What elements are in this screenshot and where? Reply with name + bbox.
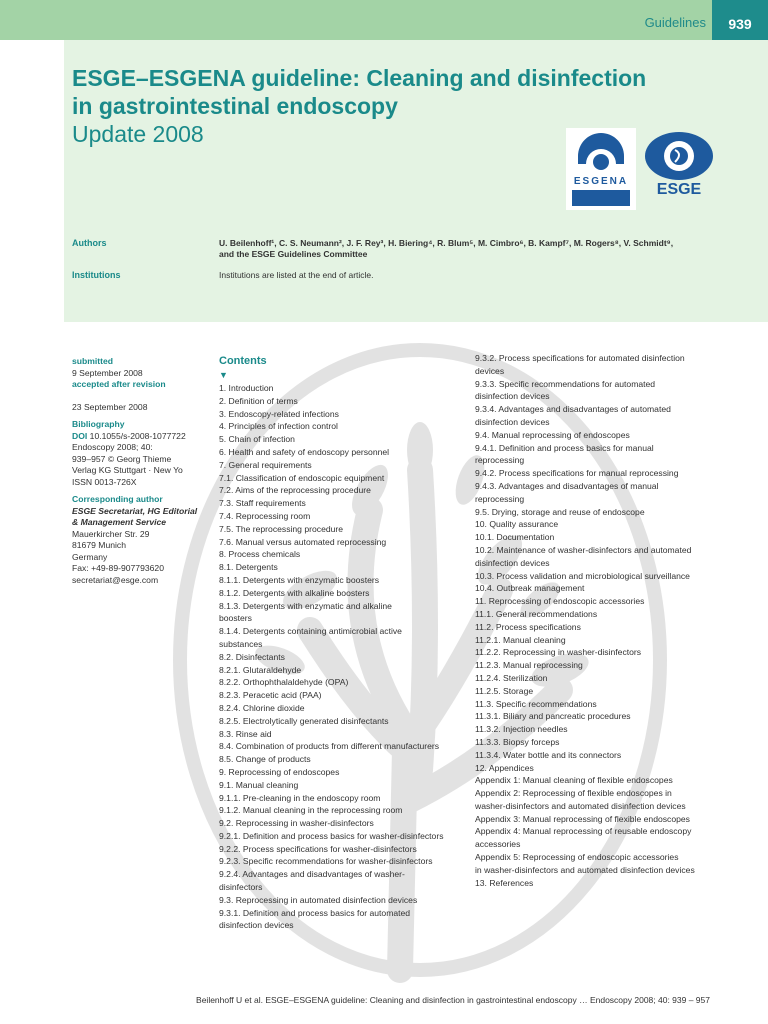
contents-item[interactable]: 8.2.3. Peracetic acid (PAA) — [219, 690, 322, 701]
contents-item[interactable]: 8. Process chemicals — [219, 549, 301, 560]
contents-item[interactable]: 10.4. Outbreak management — [475, 583, 585, 594]
contents-item[interactable]: 9. Reprocessing of endoscopes — [219, 766, 340, 777]
contents-item[interactable]: 7.5. The reprocessing procedure — [219, 523, 344, 534]
contents-item[interactable]: washer-disinfectors and automated disinfection devices — [475, 800, 686, 811]
contents-item[interactable]: disinfectors — [219, 882, 263, 893]
issn-line: ISSN 0013-726X — [72, 476, 137, 487]
contents-item[interactable]: 7.1. Classification of endoscopic equipment — [219, 472, 385, 483]
article-info-sidebar — [72, 356, 207, 586]
contents-item[interactable]: 10. Quality assurance — [475, 519, 559, 530]
contents-item[interactable]: 8.1. Detergents — [219, 562, 278, 573]
contents-item[interactable]: 11.2. Process specifications — [475, 621, 581, 632]
page-number: 939 — [712, 0, 768, 40]
contents-item[interactable]: 10.2. Maintenance of washer-disinfectors and automated — [475, 544, 692, 555]
contents-item[interactable]: 7.6. Manual versus automated reprocessing — [219, 536, 387, 547]
contents-item[interactable]: 11.2.1. Manual cleaning — [475, 634, 566, 645]
contents-item[interactable]: reprocessing — [475, 493, 525, 504]
contents-item[interactable]: 8.2.5. Electrolytically generated disinfectants — [219, 715, 389, 726]
contents-item[interactable]: 8.1.3. Detergents with enzymatic and alkaline — [219, 600, 392, 611]
address-line-1: Mauerkircher Str. 29 — [72, 528, 150, 539]
contents-item[interactable]: 9.4. Manual reprocessing of endoscopes — [475, 429, 630, 440]
accepted-date: 23 September 2008 — [72, 401, 148, 412]
contents-item[interactable]: 6. Health and safety of endoscopy personnel — [219, 446, 390, 457]
authors-list: U. Beilenhoff¹, C. S. Neumann², J. F. Rey³, H. Biering⁴, R. Blum⁵, M. Cimbro⁶, B. Kampf⁷, M. Rogers⁸, V. Schmidt⁹, — [219, 238, 674, 248]
contents-item[interactable]: in washer-disinfectors and automated disinfection devices — [475, 864, 695, 875]
contents-item[interactable]: Appendix 1: Manual cleaning of flexible endoscopes — [475, 775, 673, 786]
contents-item[interactable]: 5. Chain of infection — [219, 434, 295, 445]
address-line-3: Germany — [72, 551, 108, 562]
contents-item[interactable]: substances — [219, 638, 263, 649]
contents-item[interactable]: 8.2.2. Orthophthalaldehyde (OPA) — [219, 677, 349, 688]
contents-item[interactable]: 8.2. Disinfectants — [219, 651, 285, 662]
contents-item[interactable]: disinfection devices — [475, 391, 550, 402]
address-line-2: 81679 Munich — [72, 540, 126, 550]
contents-item[interactable]: 9.1.1. Pre-cleaning in the endoscopy room — [219, 792, 381, 803]
contents-item[interactable]: 11.2.5. Storage — [475, 685, 534, 696]
corresponding-name: ESGE Secretariat, HG Editorial — [72, 505, 198, 516]
triangle-down-icon: ▼ — [219, 370, 228, 380]
pages-line: 939–957 © Georg Thieme — [72, 453, 172, 464]
contents-item[interactable]: 8.3. Rinse aid — [219, 728, 272, 739]
esgena-logo — [566, 128, 636, 210]
contents-item[interactable]: 11.2.3. Manual reprocessing — [475, 660, 583, 671]
contents-item[interactable]: 11.3.2. Injection needles — [475, 724, 568, 735]
contents-item[interactable]: 7. General requirements — [219, 459, 312, 470]
authors-list-2: and the ESGE Guidelines Committee — [219, 249, 368, 259]
contents-item[interactable]: 8.2.4. Chlorine dioxide — [219, 702, 305, 713]
submitted-label: submitted — [72, 356, 114, 366]
esge-logo — [643, 128, 715, 198]
accepted-label: accepted after revision — [72, 379, 166, 389]
contents-item[interactable]: 9.2.2. Process specifications for washer-disinfectors — [219, 843, 417, 854]
section-label: Guidelines — [644, 15, 706, 30]
article-title: ESGE–ESGENA guideline: Cleaning and disinfection in gastrointestinal endoscopy — [72, 65, 647, 119]
contents-item[interactable]: 9.2. Reprocessing in washer-disinfectors — [219, 818, 374, 829]
contents-item[interactable]: 9.2.4. Advantages and disadvantages of washer- — [219, 869, 405, 880]
contents-item[interactable]: 11.1. General recommendations — [475, 608, 598, 619]
contents-item[interactable]: 7.2. Aims of the reprocessing procedure — [219, 485, 371, 496]
contents-column-1 — [219, 382, 469, 932]
contents-item[interactable]: 9.3.3. Specific recommendations for automated — [475, 378, 656, 389]
contents-item[interactable]: 9.2.3. Specific recommendations for washer-disinfectors — [219, 856, 433, 867]
doi-label: DOI — [72, 430, 88, 441]
contents-item[interactable]: 8.2.1. Glutaraldehyde — [219, 664, 302, 675]
contents-item[interactable]: 9.4.3. Advantages and disadvantages of manual — [475, 480, 659, 491]
contents-item[interactable]: 9.3.2. Process specifications for automated disinfection — [475, 353, 685, 363]
corresponding-label: Corresponding author — [72, 494, 163, 504]
contents-item[interactable]: 13. References — [475, 877, 534, 888]
corresponding-name-2: & Management Service — [72, 517, 167, 527]
top-bar — [0, 0, 768, 40]
contents-item[interactable]: 11.2.2. Reprocessing in washer-disinfectors — [475, 647, 642, 658]
contents-item[interactable]: 11. Reprocessing of endoscopic accessories — [475, 596, 645, 607]
contents-item[interactable]: Appendix 3: Manual reprocessing of flexible endoscopes — [475, 813, 690, 824]
article-subtitle: Update 2008 — [72, 121, 204, 147]
bibliography-label: Bibliography — [72, 419, 125, 429]
contents-item[interactable]: 1. Introduction — [219, 383, 274, 393]
contents-item[interactable]: 11.3. Specific recommendations — [475, 698, 597, 709]
journal-line: Endoscopy 2008; 40: — [72, 442, 153, 452]
doi-value[interactable]: 10.1055/s-2008-1077722 — [89, 430, 186, 441]
contents-item[interactable]: 8.1.2. Detergents with alkaline boosters — [219, 587, 370, 598]
authors-label: Authors — [72, 238, 107, 248]
submitted-date: 9 September 2008 — [72, 367, 143, 378]
contents-item[interactable]: 8.4. Combination of products from different manufacturers — [219, 741, 440, 752]
contents-heading: Contents — [219, 355, 267, 367]
contents-item[interactable]: boosters — [219, 613, 252, 624]
contents-item[interactable]: 7.3. Staff requirements — [219, 498, 306, 509]
page-footer: Beilenhoff U et al. ESGE–ESGENA guideline: Cleaning and disinfection in gastrointestinal endoscopy … Endoscopy 2008; 40: 939 – 957 — [196, 995, 710, 1005]
contents-item[interactable]: 9.4.2. Process specifications for manual reprocessing — [475, 468, 679, 479]
contents-item[interactable]: 9.4.1. Definition and process basics for manual — [475, 442, 654, 453]
esgena-logo-text: ESGENA — [573, 176, 629, 187]
institutions-label: Institutions — [72, 270, 121, 280]
contents-item[interactable]: 7.4. Reprocessing room — [219, 510, 311, 521]
contents-item[interactable]: Appendix 4: Manual reprocessing of reusable endoscopy — [475, 826, 692, 837]
contents-item[interactable]: 11.3.3. Biopsy forceps — [475, 736, 560, 747]
contents-item[interactable]: 10.3. Process validation and microbiological surveillance — [475, 570, 690, 581]
contents-item[interactable]: 9.5. Drying, storage and reuse of endoscope — [475, 506, 645, 517]
contents-item[interactable]: devices — [475, 365, 505, 376]
contents-item[interactable]: 9.2.1. Definition and process basics for washer-disinfectors — [219, 830, 444, 841]
contents-item[interactable]: reprocessing — [475, 455, 525, 466]
contents-item[interactable]: 11.3.1. Biliary and pancreatic procedures — [475, 711, 631, 722]
contents-item[interactable]: 10.1. Documentation — [475, 532, 555, 543]
contents-item[interactable]: Appendix 5: Reprocessing of endoscopic accessories — [475, 852, 679, 863]
esge-logo-text: ESGE — [656, 181, 702, 198]
contents-item[interactable]: 8.5. Change of products — [219, 754, 311, 765]
contents-item[interactable]: disinfection devices — [475, 416, 550, 427]
publisher-line: Verlag KG Stuttgart · New Yo — [72, 465, 183, 475]
contents-column-2 — [475, 352, 715, 889]
contents-item[interactable]: 9.3.4. Advantages and disadvantages of automated — [475, 404, 671, 415]
contents-item[interactable]: 8.1.1. Detergents with enzymatic boosters — [219, 574, 380, 585]
contents-item[interactable]: Appendix 2: Reprocessing of flexible endoscopes in — [475, 788, 672, 799]
contents-item[interactable]: accessories — [475, 839, 521, 850]
institutions-text: Institutions are listed at the end of article. — [219, 270, 374, 280]
fax-line: Fax: +49-89-907793620 — [72, 563, 164, 573]
contents-item[interactable]: 9.3. Reprocessing in automated disinfection devices — [219, 894, 418, 905]
contents-item[interactable]: disinfection devices — [475, 557, 550, 568]
contents-item[interactable]: 11.2.4. Sterilization — [475, 672, 548, 683]
contents-item[interactable]: 9.1.2. Manual cleaning in the reprocessing room — [219, 805, 403, 816]
contents-item[interactable]: 3. Endoscopy-related infections — [219, 408, 339, 419]
contents-item[interactable]: 2. Definition of terms — [219, 395, 298, 406]
contents-item[interactable]: 11.3.4. Water bottle and its connectors — [475, 749, 622, 760]
contents-item[interactable]: 4. Principles of infection control — [219, 421, 338, 432]
contents-item[interactable]: 9.1. Manual cleaning — [219, 779, 299, 790]
contents-item[interactable]: 12. Appendices — [475, 762, 534, 773]
contents-item[interactable]: disinfection devices — [219, 920, 294, 931]
contents-item[interactable]: 9.3.1. Definition and process basics for automated — [219, 907, 411, 918]
contents-item[interactable]: 8.1.4. Detergents containing antimicrobial active — [219, 626, 402, 637]
email-link[interactable]: secretariat@esge.com — [72, 574, 159, 585]
